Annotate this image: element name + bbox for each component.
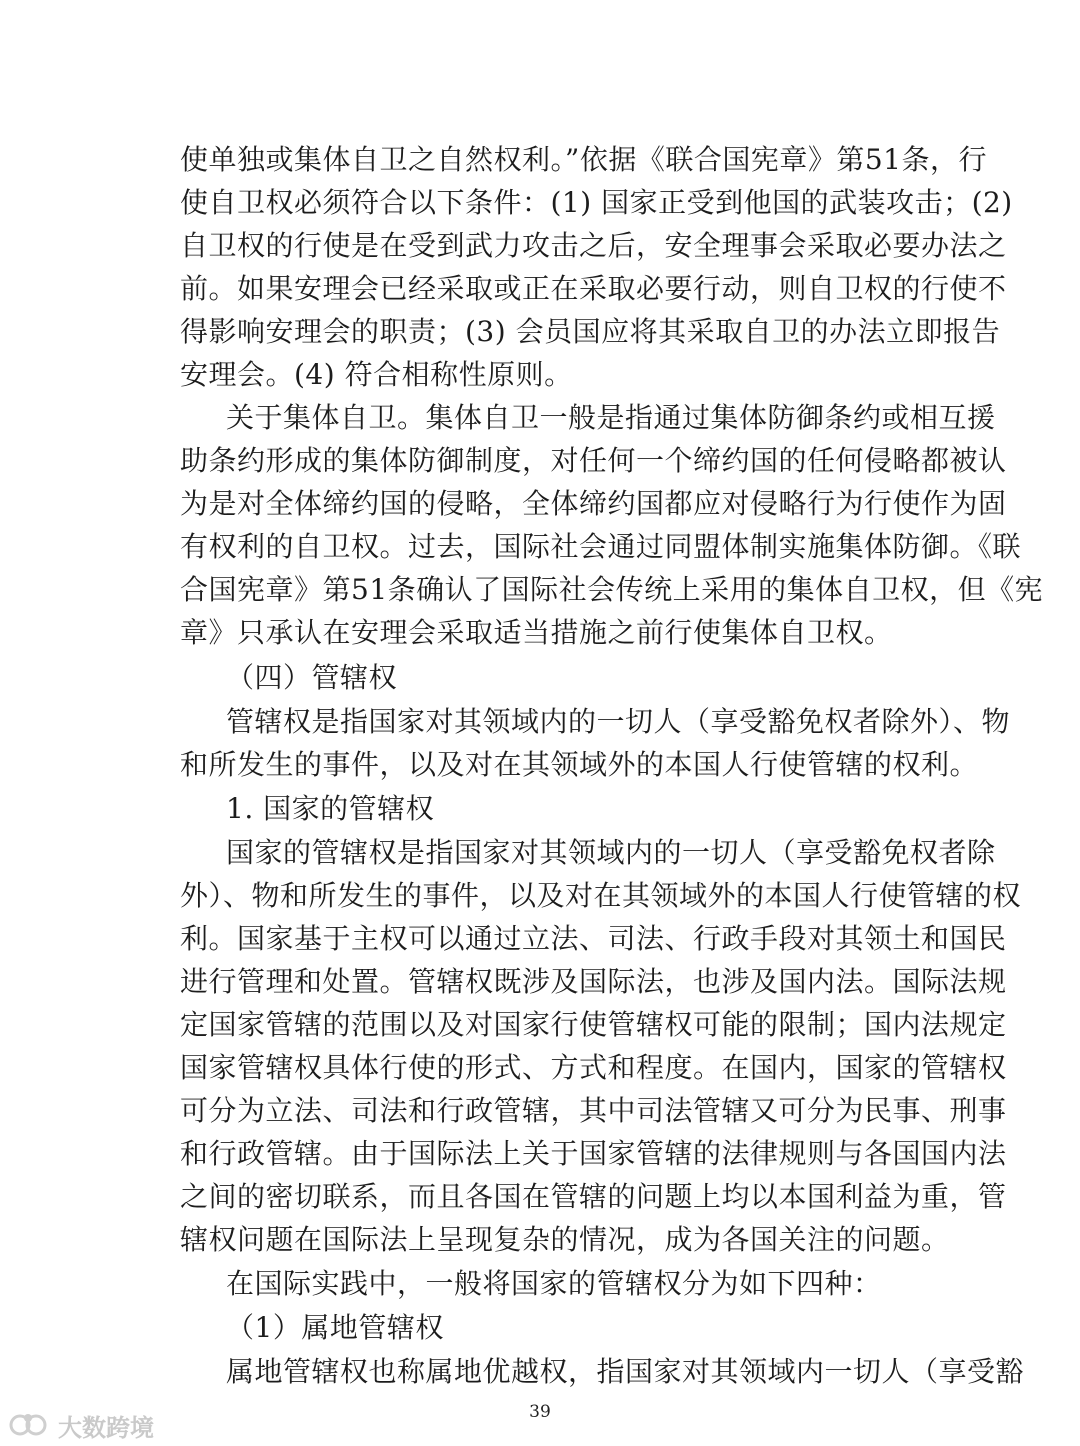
paragraph-line: 助条约形成的集体防御制度，对任何一个缔约国的任何侵略都被认 [180, 444, 1007, 477]
subsection-heading: 1. 国家的管辖权 [226, 792, 435, 825]
paragraph-line: 合国宪章》第51条确认了国际社会传统上采用的集体自卫权，但《宪 [180, 573, 1044, 606]
brand-logo-icon [8, 1410, 52, 1440]
paragraph-line: 可分为立法、司法和行政管辖，其中司法管辖又可分为民事、刑事 [180, 1094, 1007, 1127]
section-heading: （四）管辖权 [226, 661, 398, 694]
paragraph-line: 得影响安理会的职责；(3) 会员国应将其采取自卫的办法立即报告 [180, 315, 1001, 348]
watermark-text: 大数跨境 [58, 1413, 154, 1442]
item-heading: （1）属地管辖权 [226, 1311, 444, 1344]
paragraph-line: 为是对全体缔约国的侵略，全体缔约国都应对侵略行为行使作为固 [180, 487, 1007, 520]
paragraph-line: 辖权问题在国际法上呈现复杂的情况，成为各国关注的问题。 [180, 1223, 950, 1256]
paragraph-line: 章》只承认在安理会采取适当措施之前行使集体自卫权。 [180, 616, 893, 649]
paragraph-line: 和所发生的事件，以及对在其领域外的本国人行使管辖的权利。 [180, 748, 979, 781]
paragraph-line: 之间的密切联系，而且各国在管辖的问题上均以本国利益为重，管 [180, 1180, 1007, 1213]
paragraph-line: 外）、物和所发生的事件，以及对在其领域外的本国人行使管辖的权 [180, 879, 1022, 912]
paragraph-line: 关于集体自卫。集体自卫一般是指通过集体防御条约或相互援 [226, 401, 996, 434]
paragraph-line: 进行管理和处置。管辖权既涉及国际法，也涉及国内法。国际法规 [180, 965, 1007, 998]
page-number: 39 [529, 1402, 551, 1422]
paragraph-line: 前。如果安理会已经采取或正在采取必要行动，则自卫权的行使不 [180, 272, 1007, 305]
paragraph-line: 管辖权是指国家对其领域内的一切人（享受豁免权者除外）、物 [226, 705, 1011, 738]
paragraph-line: 在国际实践中，一般将国家的管辖权分为如下四种： [226, 1267, 882, 1300]
paragraph-line: 国家管辖权具体行使的形式、方式和程度。在国内，国家的管辖权 [180, 1051, 1007, 1084]
paragraph-line: 国家的管辖权是指国家对其领域内的一切人（享受豁免权者除 [226, 836, 996, 869]
paragraph-line: 属地管辖权也称属地优越权，指国家对其领域内一切人（享受豁 [226, 1355, 1025, 1388]
paragraph-line: 使单独或集体自卫之自然权利。”依据《联合国宪章》第51条，行 [180, 143, 987, 176]
watermark [8, 1408, 154, 1442]
paragraph-line: 使自卫权必须符合以下条件：(1) 国家正受到他国的武装攻击；(2) [180, 186, 1013, 219]
paragraph-line: 定国家管辖的范围以及对国家行使管辖权可能的限制；国内法规定 [180, 1008, 1007, 1041]
paragraph-line: 自卫权的行使是在受到武力攻击之后，安全理事会采取必要办法之 [180, 229, 1007, 262]
paragraph-line: 安理会。(4) 符合相称性原则。 [180, 358, 573, 391]
paragraph-line: 和行政管辖。由于国际法上关于国家管辖的法律规则与各国国内法 [180, 1137, 1007, 1170]
paragraph-line: 有权利的自卫权。过去，国际社会通过同盟体制实施集体防御。《联 [180, 530, 1022, 563]
paragraph-line: 利。国家基于主权可以通过立法、司法、行政手段对其领土和国民 [180, 922, 1007, 955]
